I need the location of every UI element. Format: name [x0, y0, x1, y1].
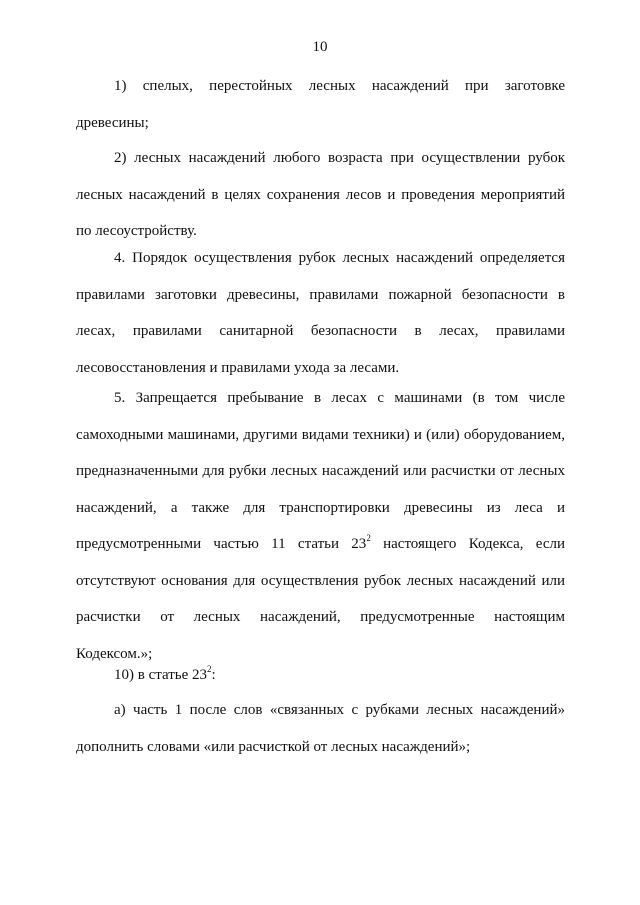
article-superscript: 2: [366, 533, 371, 543]
paragraph-point-5-text-b: настоящего Кодекса, если отсутствуют основания для осуществления рубок лесных насаждений или расчистки от лесных насаждений, предусмотренные настоящим Кодексом.»;: [76, 536, 565, 662]
article-superscript: 2: [207, 664, 212, 674]
page-number: 10: [312, 39, 328, 55]
paragraph-point-5: [76, 380, 565, 672]
paragraph-subpoint-a: а) часть 1 после слов «связанных с рубками лесных насаждений» дополнить словами «или расчисткой от лесных насаждений»;: [76, 702, 565, 755]
paragraph-point-10-text-b: :: [211, 667, 216, 683]
paragraph-point-5-text-a: 5. Запрещается пребывание в лесах с машинами (в том числе самоходными машинами, другими видами техники) и (или) оборудованием, предназначенными для рубки лесных насаждений или расчистки от лесных насаждений, а также для транспортировки древесины из леса и предусмотренными частью 11 статьи 23: [76, 390, 565, 552]
paragraph-point-10-text-a: 10) в статье 23: [114, 667, 208, 683]
paragraph-point-4: 4. Порядок осуществления рубок лесных насаждений определяется правилами заготовки древесины, правилами пожарной безопасности в лесах, правилами санитарной безопасности в лесах, правилами лесовосстановления и правилами ухода за лесами.: [76, 250, 565, 376]
paragraph-item-1: 1) спелых, перестойных лесных насаждений при заготовке древесины;: [76, 78, 565, 131]
paragraph-point-10: [76, 657, 565, 694]
paragraph-item-2: 2) лесных насаждений любого возраста при осуществлении рубок лесных насаждений в целях сохранения лесов и проведения мероприятий по лесоустройству.: [76, 150, 565, 239]
